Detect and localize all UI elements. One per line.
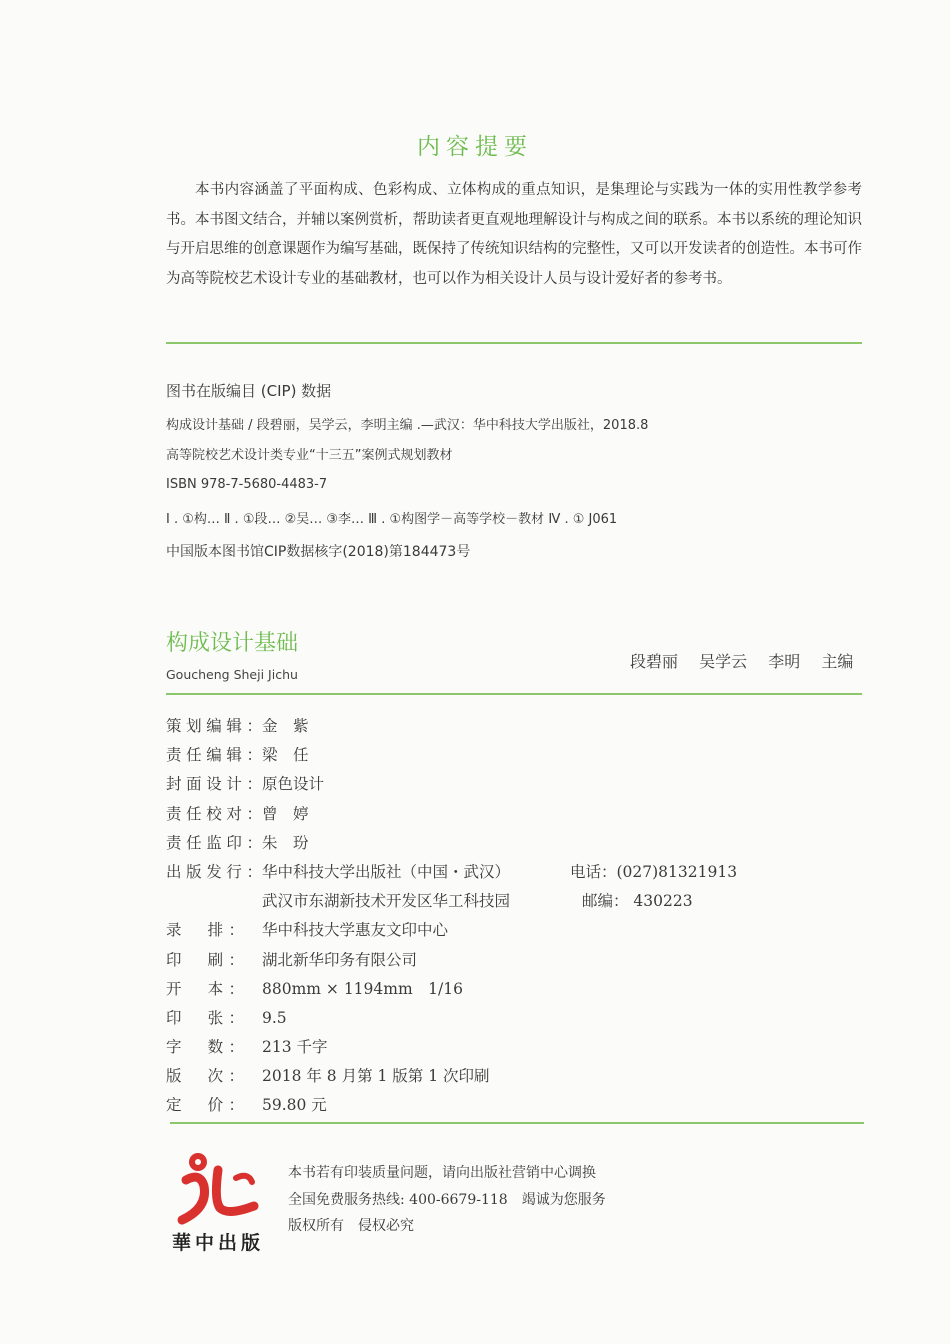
info-value: 梁 任 [262,746,309,765]
info-row [166,1033,866,1062]
summary-title: 内容提要 [417,134,533,160]
info-value: 2018 年 8 月第 1 版第 1 次印刷 [262,1067,490,1086]
info-label: 印 刷： [166,950,244,969]
info-value: 曾 婷 [262,804,309,823]
phone-number: 电话：(027)81321913 [570,862,738,881]
publishing-info [166,712,866,1121]
cip-verification: 中国版本图书馆CIP数据核字(2018)第184473号 [166,544,471,560]
info-value: 华中科技大学出版社（中国・武汉） [262,862,511,881]
info-row [166,1004,866,1033]
info-row [166,770,866,799]
postal-code: 邮编： 430223 [582,892,693,911]
author-3: 李明 [768,652,801,671]
cip-block [166,380,866,568]
author-2: 吴学云 [699,652,748,671]
info-label: 封面设计： [166,775,262,794]
divider-info [170,1122,864,1124]
info-label: 版 次： [166,1067,244,1086]
notice-line: 版权所有 侵权必究 [288,1218,414,1234]
info-row [166,887,866,916]
info-value: 武汉市东湖新技术开发区华工科技园 [262,892,511,911]
book-pinyin: Goucheng Sheji Jichu [166,667,298,682]
info-row [166,829,866,858]
info-row [166,975,866,1004]
summary-body [166,176,862,294]
publisher-notice [288,1160,606,1240]
info-value: 213 千字 [262,1038,328,1057]
info-row [166,946,866,975]
cip-classification: Ⅰ . ①构… Ⅱ . ①段… ②吴… ③李… Ⅲ . ①构图学－高等学校－教材 Ⅳ . ① J061 [166,511,618,527]
info-label: 开 本： [166,979,244,998]
info-row [166,916,866,945]
info-label: 策划编辑： [166,717,262,735]
info-label: 录 排： [166,921,244,940]
publisher-logo-text: 華中出版 [172,1232,265,1254]
info-label: 责任监印： [166,833,262,852]
cip-line-title: 构成设计基础 / 段碧丽，吴学云，李明主编 .—武汉：华中科技大学出版社，2018.8 [166,418,649,433]
notice-line: 本书若有印装质量问题，请向出版社营销中心调换 [288,1165,596,1181]
info-value: 华中科技大学惠友文印中心 [262,921,449,940]
info-value: 59.80 元 [262,1096,327,1115]
info-row [166,712,866,741]
cip-isbn: ISBN 978-7-5680-4483-7 [166,477,328,492]
info-label: 印 张： [166,1008,244,1027]
info-value: 朱 玢 [262,833,309,852]
info-row [166,1091,866,1120]
authors [630,649,853,672]
info-label: 责任编辑： [166,746,262,765]
info-label: 定 价： [166,1096,244,1115]
info-label: 字 数： [166,1038,244,1057]
info-value: 金 紫 [262,717,309,735]
cip-line-series: 高等院校艺术设计类专业“十三五”案例式规划教材 [166,447,453,463]
info-label: 责任校对： [166,804,262,823]
notice-line: 全国免费服务热线: 400-6679-118 竭诚为您服务 [288,1191,606,1208]
divider-summary [166,342,862,344]
info-row [166,741,866,770]
cip-heading: 图书在版编目 (CIP) 数据 [166,382,332,400]
info-row [166,800,866,829]
divider-title [166,693,862,695]
info-row [166,858,866,887]
info-row [166,1062,866,1091]
info-value: 9.5 [262,1008,287,1027]
author-role: 主编 [821,652,854,671]
author-1: 段碧丽 [630,652,679,671]
info-value: 880mm × 1194mm 1/16 [262,979,463,998]
info-value: 原色设计 [262,775,325,794]
summary-paragraph: 本书内容涵盖了平面构成、色彩构成、立体构成的重点知识，是集理论与实践为一体的实用性教学参考书。本书图文结合，并辅以案例赏析，帮助读者更直观地理解设计与构成之间的联系。本书以系统的理论知识与开启思维的创意课题作为编写基础，既保持了传统知识结构的完整性，又可以开发读者的创造性。本书可作为高等院校艺术设计专业的基础教材，也可以作为相关设计人员与设计爱好者的参考书。 [166,182,862,287]
info-value: 湖北新华印务有限公司 [262,950,418,969]
info-label: 出版发行： [166,862,262,881]
book-title: 构成设计基础 [166,631,299,656]
